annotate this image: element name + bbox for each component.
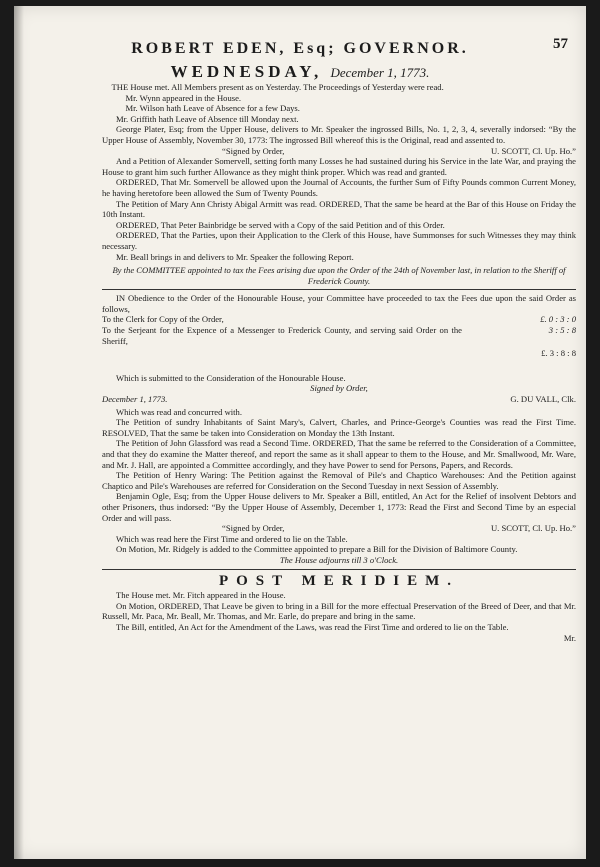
fee-value: 3 : 5 : 8 [548, 325, 576, 336]
paragraph: George Plater, Esq; from the Upper House, delivers to Mr. Speaker the ingrossed Bills, No. 1, 2, 3, 4, severally indorsed: “By the Upper House of Assembly, November 30, 1773: The ingrossed Bill whereof this is the Original, read and assented to. [102, 124, 576, 145]
post-meridiem-heading: POST MERIDIEM. [218, 572, 460, 589]
report-submit: Which is submitted to the Consideration of the Honourable House. [116, 372, 346, 383]
paragraph: The Petition of Mary Ann Christy Abigal Armitt was read. ORDERED, That the same be heard at the Bar of this House on Friday the 10th Instant. [102, 198, 576, 220]
paragraph: Which was read here the First Time and ordered to lie on the Table. [116, 533, 348, 544]
paragraph: Mr. Griffith hath Leave of Absence till Monday next. [116, 113, 299, 124]
paragraph: ORDERED, That the Parties, upon their Application to the Clerk of this House, have Summonses for such Witnesses they may think necessary. [102, 230, 576, 251]
drop-cap [102, 82, 109, 104]
report-text: IN Obedience to the Order of the Honourable House, your Committee have proceeded to tax the Fees due upon the said Order as follows, [102, 293, 576, 314]
fee-label: To the Clerk for Copy of the Order, [102, 314, 224, 325]
report-clerk: G. DU VALL, Clk. [510, 394, 576, 405]
fee-total: £. 3 : 8 : 8 [541, 348, 576, 359]
day-date: December 1, 1773. [330, 65, 430, 80]
journal-body [102, 82, 576, 643]
fee-label: To the Serjeant for the Expence of a Messenger to Frederick County, and serving said Order on the Sheriff, [102, 325, 462, 346]
signature-clerk: U. SCOTT, Cl. Up. Ho.” [490, 145, 576, 156]
running-head: ROBERT EDEN, Esq; GOVERNOR. [131, 40, 469, 57]
divider [102, 289, 576, 290]
fee-row [102, 325, 576, 346]
paragraph: ORDERED, That Peter Bainbridge be served with a Copy of the said Petition and of this Order. [116, 219, 445, 230]
signed-by-order: “Signed by Order, [222, 145, 285, 156]
divider [102, 569, 576, 570]
report-signed: Signed by Order, [310, 383, 368, 394]
fee-row [102, 314, 576, 325]
page-number: 57 [553, 36, 568, 52]
paragraph: Mr. Wilson hath Leave of Absence for a few Days. [125, 103, 300, 114]
paragraph: On Motion, Mr. Ridgely is added to the Committee appointed to prepare a Bill for the Division of Baltimore County. [116, 544, 518, 555]
paragraph: The Petition of sundry Inhabitants of Saint Mary's, Calvert, Charles, and Prince-George's Counties was read the First Time. RESOLVED, That the same be taken into Consideration on Monday the 13th Instant. [102, 417, 576, 438]
report-title: By the COMMITTEE appointed to tax the Fees arising due upon the Order of the 24th of November last, in relation to the Sheriff of Frederick County. [112, 265, 566, 286]
signature-line [102, 523, 576, 534]
document-page [14, 6, 586, 859]
fee-value: £. 0 : 3 : 0 [540, 314, 576, 325]
paragraph: Mr. Beall brings in and delivers to Mr. Speaker the following Report. [116, 251, 354, 262]
paragraph: Mr. Wynn appeared in the House. [125, 92, 242, 103]
catchword: Mr. [563, 632, 576, 643]
paragraph: The Petition of Henry Waring: The Petition against the Removal of Pile's and Chaptico Warehouses: And the Petition against Chaptico and Pile's Warehouses are referred for Consideration on the Second Tuesday in next Session of Assembly. [102, 470, 576, 491]
paragraph-text: THE House met. All Members present as on Yesterday. The Proceedings of Yesterday were read. [111, 82, 444, 92]
report-date: December 1, 1773. [102, 394, 168, 405]
paragraph: Benjamin Ogle, Esq; from the Upper House delivers to Mr. Speaker a Bill, entitled, An Act for the Relief of insolvent Debtors and other Prisoners, thus indorsed: “By the Upper House of Assembly, December 1, 1773: Read the First and Second Time by an especial Order and will pass. [102, 491, 576, 523]
signature-clerk: U. SCOTT, Cl. Up. Ho.” [490, 523, 576, 534]
signed-by-order: “Signed by Order, [222, 523, 285, 534]
signature-line [102, 146, 576, 157]
paragraph: The Bill, entitled, An Act for the Amendment of the Laws, was read the First Time and ordered to lie on the Table. [116, 621, 509, 632]
adjournment: The House adjourns till 3 o'Clock. [279, 554, 399, 565]
paragraph: The Petition of John Glassford was read a Second Time. ORDERED, That the same be referred to the Consideration of a Committee, and that they do examine the Matter thereof, and report the same as it shall appear to them to the House, and Mr. Smallwood, Mr. Ware, and Mr. J. Hall, are appointed a Committee accordingly, and they have Power to send for Persons, Papers, and Records. [102, 438, 576, 470]
day-name: WEDNESDAY, [170, 62, 323, 81]
paragraph: ORDERED, That Mr. Somervell be allowed upon the Journal of Accounts, the further Sum of Fifty Pounds common Current Money, he having heretofore been allowed the Sum of Twenty Pounds. [102, 177, 576, 198]
paragraph: Which was read and concurred with. [116, 406, 242, 417]
report-signature-line [102, 394, 576, 405]
day-heading [14, 62, 586, 82]
binding-shadow [14, 6, 24, 859]
paragraph: And a Petition of Alexander Somervell, setting forth many Losses he had sustained during his Service in the late War, and praying the House to grant him such further Allowance as they might think proper. Which was read and granted. [102, 156, 576, 177]
paragraph-opening [102, 82, 576, 93]
committee-report [102, 265, 576, 405]
paragraph: On Motion, ORDERED, That Leave be given to bring in a Bill for the more effectual Preservation of the Breed of Deer, and that Mr. Russell, Mr. Paca, Mr. Beall, Mr. Thomas, and Mr. Earle, do prepare and bring in the same. [102, 600, 576, 622]
paragraph: The House met. Mr. Fitch appeared in the House. [116, 590, 286, 601]
